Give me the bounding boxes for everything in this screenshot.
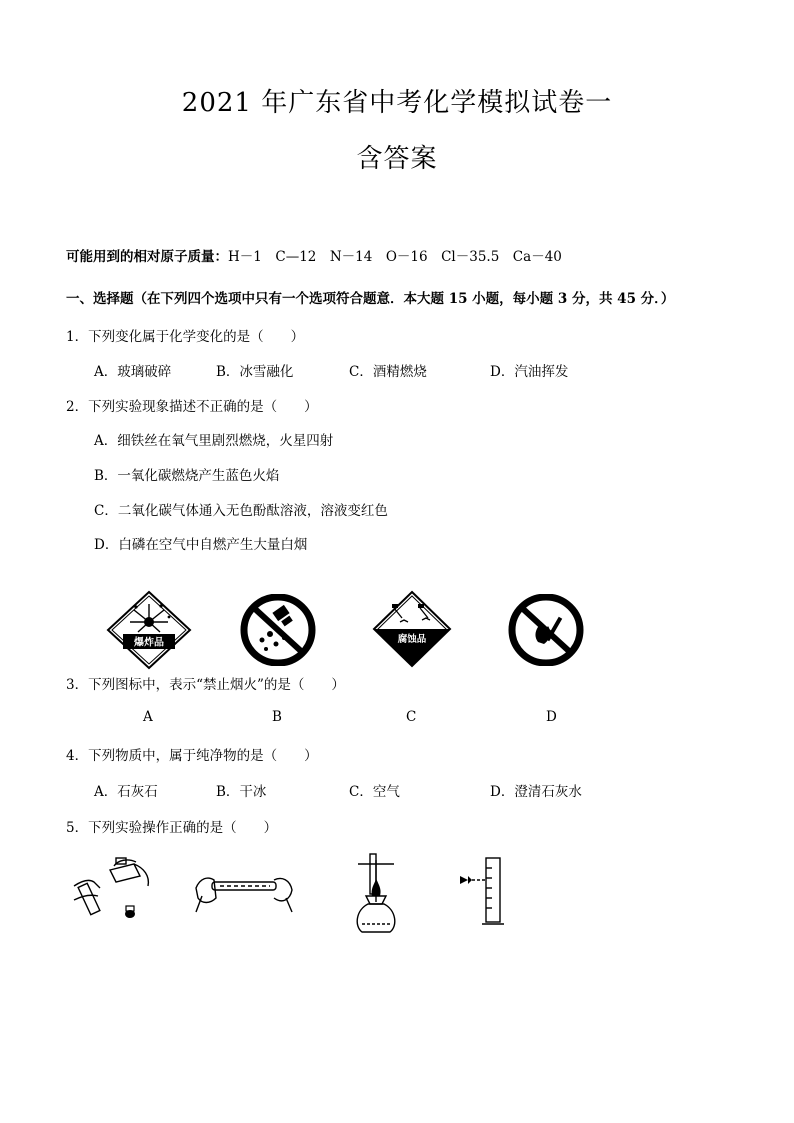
alcohol-lamp-icon (346, 852, 406, 936)
page-title: 2021 年广东省中考化学模拟试卷一 (181, 88, 613, 118)
q3-choice-a: A (143, 709, 153, 725)
no-pouring-sign-icon (240, 594, 316, 666)
heating-tube-icon (192, 868, 296, 916)
q4-option-d: D．澄清石灰水 (490, 784, 582, 800)
question-4-stem: 4．下列物质中，属于纯净物的是（ ） (66, 748, 318, 764)
page-subtitle: 含答案 (356, 144, 438, 174)
explosive-sign-label: 爆炸品 (134, 637, 164, 649)
q1-option-a: A．玻璃破碎 (94, 364, 172, 380)
explosive-sign-icon (106, 590, 192, 670)
q4-option-b: B．干冰 (216, 784, 267, 800)
atomic-mass-label: 可能用到的相对原子质量： (66, 249, 228, 265)
q3-choice-b: B (272, 709, 282, 725)
q3-choice-c: C (406, 709, 417, 725)
q2-option-c: C．二氧化碳气体通入无色酚酞溶液，溶液变红色 (94, 503, 388, 519)
q4-option-a: A．石灰石 (94, 784, 158, 800)
question-5-stem: 5．下列实验操作正确的是（ ） (66, 820, 278, 836)
question-2-stem: 2．下列实验现象描述不正确的是（ ） (66, 399, 318, 415)
q2-option-b: B．一氧化碳燃烧产生蓝色火焰 (94, 468, 280, 484)
q4-option-c: C．空气 (349, 784, 400, 800)
atomic-mass-line (66, 245, 562, 265)
no-fire-sign-icon (508, 594, 584, 666)
q1-option-b: B．冰雪融化 (216, 364, 294, 380)
atomic-mass-values: H－1 C—12 N－14 O－16 Cl－35.5 Ca－40 (228, 249, 562, 265)
q1-option-c: C．酒精燃烧 (349, 364, 427, 380)
section-heading: 一、选择题（在下列四个选项中只有一个选项符合题意．本大题 15 小题，每小题 3 分，共 45 分．） (66, 291, 675, 307)
q3-choice-d: D (546, 709, 557, 725)
question-3-stem: 3．下列图标中，表示“禁止烟火”的是（ ） (66, 677, 345, 693)
q2-option-d: D．白磷在空气中自燃产生大量白烟 (94, 537, 308, 553)
pouring-liquid-icon (70, 856, 154, 922)
question-1-stem: 1．下列变化属于化学变化的是（ ） (66, 329, 305, 345)
q2-option-a: A．细铁丝在氧气里剧烈燃烧，火星四射 (94, 433, 334, 449)
q1-option-d: D．汽油挥发 (490, 364, 569, 380)
corrosive-sign-icon (372, 590, 452, 668)
graduated-cylinder-icon (458, 854, 514, 934)
corrosive-sign-label: 腐蚀品 (397, 634, 427, 645)
